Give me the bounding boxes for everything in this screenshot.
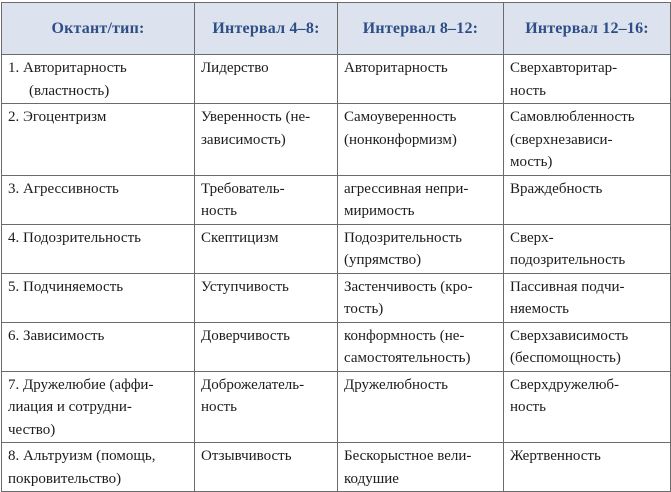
cell-line: (беспомощность) [510, 350, 621, 366]
cell-line: миримость [344, 203, 415, 219]
interval-4-8-cell [195, 371, 338, 443]
interval-8-12-cell [338, 55, 504, 104]
cell-line: (нонконформизм) [344, 131, 457, 148]
interval-12-16-cell [504, 224, 671, 273]
header-row [2, 3, 671, 55]
interval-8-12-cell [338, 273, 504, 322]
table-row [2, 371, 671, 443]
cell-line: Доверчивость [201, 327, 290, 344]
cell-line: покровительство) [8, 470, 122, 487]
interval-8-12-cell [338, 224, 504, 273]
cell-line: Бескорыстное вели- [344, 448, 472, 464]
cell-line: Уступчивость [201, 278, 289, 295]
interval-4-8-cell [195, 322, 338, 371]
octant-cell [2, 104, 195, 176]
cell-line: 5. Подчиняемость [8, 278, 124, 295]
header-octant: Октант/тип: [2, 3, 195, 55]
cell-line: Требователь- [201, 180, 285, 197]
cell-line: чество) [8, 421, 56, 438]
octant-cell [2, 175, 195, 224]
interval-4-8-cell [195, 175, 338, 224]
cell-line: (упрямство) [344, 252, 422, 268]
cell-line: Авторитарность [344, 60, 448, 76]
interval-4-8-cell [195, 443, 338, 492]
cell-line: подозрительность [510, 252, 626, 268]
cell-line: Жертвенность [510, 448, 601, 464]
cell-line: 6. Зависимость [8, 327, 105, 344]
table-row [2, 224, 671, 273]
cell-line: Сверхзависимость [510, 327, 629, 344]
cell-line: Уверенность (не- [201, 109, 311, 125]
cell-line: 4. Подозрительность [8, 229, 141, 246]
cell-line: 8. Альтруизм (помощь, [8, 448, 156, 464]
cell-line: 3. Агрессивность [8, 180, 119, 197]
cell-line: ность [201, 203, 237, 219]
table-row [2, 443, 671, 492]
cell-line: лиация и сотрудни- [8, 399, 132, 415]
cell-line: няемость [510, 301, 570, 317]
cell-line: Сверхавторитар- [510, 60, 618, 76]
interval-4-8-cell [195, 55, 338, 104]
octant-cell [2, 322, 195, 371]
cell-line: Самовлюбленность [510, 109, 635, 125]
cell-line: зависимость) [201, 131, 286, 148]
octant-cell [2, 273, 195, 322]
header-interval-4-8: Интервал 4–8: [195, 3, 338, 55]
octant-interval-table [1, 2, 671, 492]
cell-line: ность [510, 399, 546, 415]
cell-line: (сверхнезависи- [510, 131, 613, 148]
cell-line: Отзывчивость [201, 448, 292, 464]
interval-12-16-cell [504, 55, 671, 104]
interval-8-12-cell [338, 175, 504, 224]
table-row [2, 322, 671, 371]
table-row [2, 55, 671, 104]
interval-8-12-cell [338, 371, 504, 443]
cell-line: (властность) [29, 82, 110, 99]
cell-line: Дружелюбность [344, 376, 448, 393]
octant-cell [2, 371, 195, 443]
interval-12-16-cell [504, 273, 671, 322]
interval-4-8-cell [195, 104, 338, 176]
header-interval-12-16: Интервал 12–16: [504, 3, 671, 55]
interval-4-8-cell [195, 273, 338, 322]
cell-line: Доброжелатель- [201, 376, 305, 393]
cell-line: 7. Дружелюбие (аффи- [8, 376, 154, 393]
cell-line: Враждебность [510, 180, 603, 197]
cell-line: Сверхдружелюб- [510, 376, 620, 393]
octant-cell [2, 224, 195, 273]
cell-line: конформность (не- [344, 327, 465, 344]
interval-8-12-cell [338, 443, 504, 492]
interval-8-12-cell [338, 322, 504, 371]
header-interval-8-12: Интервал 8–12: [338, 3, 504, 55]
cell-line: ность [201, 399, 237, 415]
cell-line: мость) [510, 154, 553, 170]
cell-line: самостоятельность) [344, 350, 471, 366]
interval-4-8-cell [195, 224, 338, 273]
table-row [2, 273, 671, 322]
octant-cell [2, 443, 195, 492]
cell-line: агрессивная непри- [344, 180, 469, 197]
octant-cell [2, 55, 195, 104]
cell-line: тость) [344, 301, 384, 317]
interval-12-16-cell [504, 322, 671, 371]
cell-line: Пассивная подчи- [510, 278, 625, 295]
cell-line: Самоуверенность [344, 109, 457, 125]
interval-12-16-cell [504, 175, 671, 224]
interval-8-12-cell [338, 104, 504, 176]
interval-12-16-cell [504, 443, 671, 492]
cell-line: Сверх- [510, 229, 554, 246]
cell-line: кодушие [344, 470, 399, 487]
table-row [2, 104, 671, 176]
interval-12-16-cell [504, 104, 671, 176]
cell-line: Лидерство [201, 60, 269, 76]
cell-line: 2. Эгоцентризм [8, 109, 107, 125]
cell-line: ность [510, 82, 546, 99]
cell-line: 1. Авторитарность [8, 60, 127, 76]
table-row [2, 175, 671, 224]
interval-12-16-cell [504, 371, 671, 443]
cell-line: Застенчивость (кро- [344, 278, 473, 295]
cell-line: Скептицизм [201, 229, 279, 246]
cell-line: Подозрительность [344, 229, 462, 246]
